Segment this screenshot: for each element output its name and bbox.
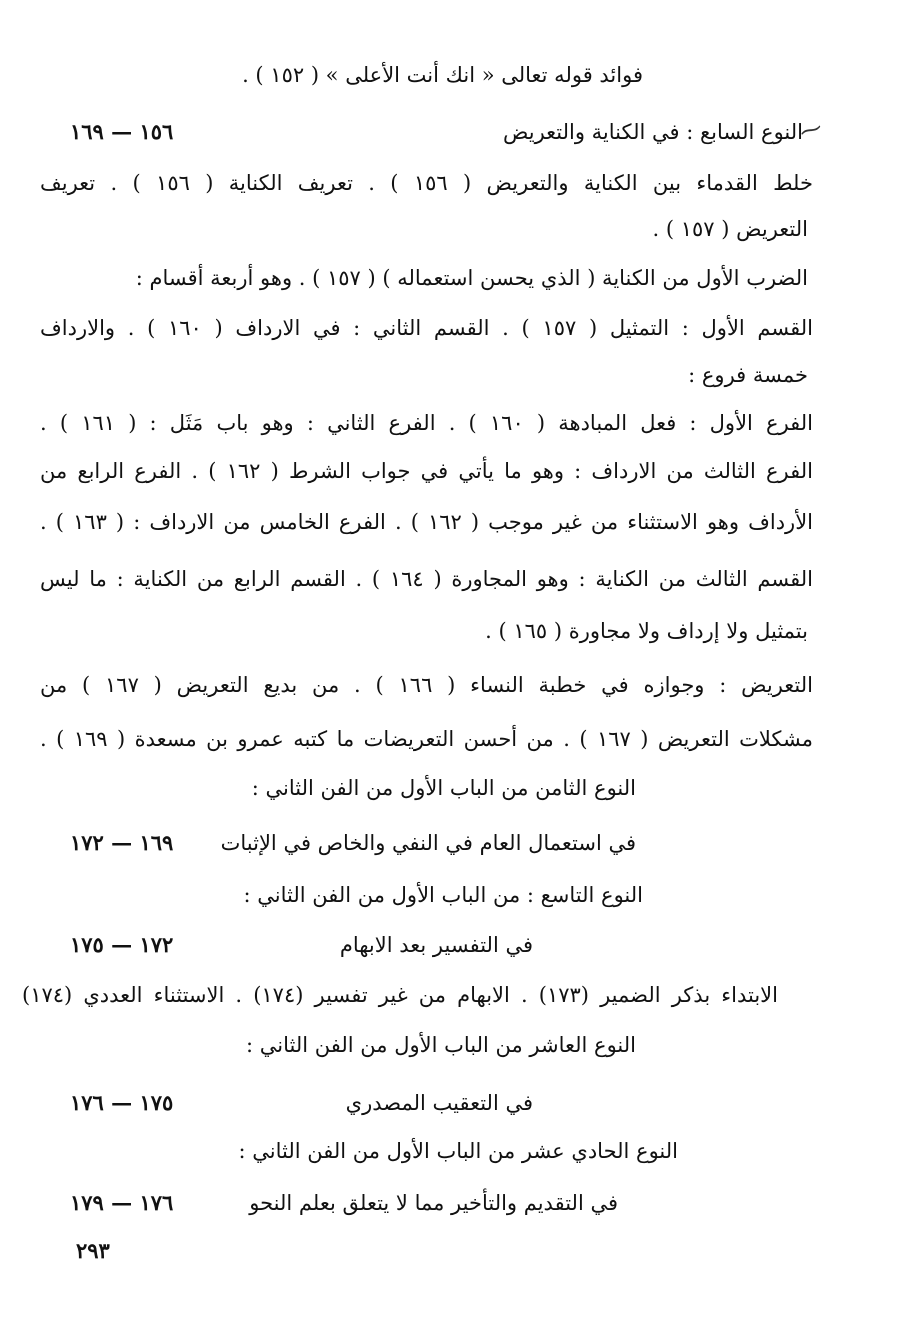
text-line: الأرداف وهو الاستثناء من غير موجب ( ١٦٢ ) . الفرع الخامس من الارداف : ( ١٦٣ ) . (40, 510, 814, 534)
page-range: ١٥٦ — ١٦٩ (70, 119, 174, 144)
section-subtitle: في التعقيب المصدري (345, 1091, 533, 1115)
section-heading: النوع الحادي عشر من الباب الأول من الفن الثاني : (238, 1139, 678, 1163)
text-line: خلط القدماء بين الكناية والتعريض ( ١٥٦ ) . تعريف الكناية ( ١٥٦ ) . تعريف (40, 171, 813, 195)
page-number: ٢٩٣ (76, 1238, 110, 1263)
page-range: ١٧٢ — ١٧٥ (70, 932, 174, 957)
text-line: التعريض ( ١٥٧ ) . (652, 217, 808, 241)
page-range: ١٦٩ — ١٧٢ (70, 830, 174, 855)
section-subtitle: في استعمال العام في النفي والخاص في الإثبات (220, 831, 636, 855)
section-heading: النوع السابع : في الكناية والتعريض (503, 120, 803, 144)
text-line: فوائد قوله تعالى « انك أنت الأعلى » ( ١٥٢ ) . (242, 63, 643, 87)
page-range: ١٧٥ — ١٧٦ (70, 1090, 174, 1115)
section-heading: النوع الثامن من الباب الأول من الفن الثاني : (251, 776, 636, 800)
text-line: القسم الثالث من الكناية : وهو المجاورة ( ١٦٤ ) . القسم الرابع من الكناية : ما ليس (40, 567, 813, 591)
section-heading: النوع التاسع : من الباب الأول من الفن الثاني : (243, 883, 643, 907)
page-range: ١٧٦ — ١٧٩ (70, 1190, 174, 1215)
text-line: الضرب الأول من الكناية ( الذي يحسن استعماله ) ( ١٥٧ ) . وهو أربعة أقسام : (135, 266, 808, 290)
section-subtitle: في التفسير بعد الابهام (339, 933, 533, 957)
text-line: الابتداء بذكر الضمير (١٧٣) . الابهام من غير تفسير (١٧٤) . الاستثناء العددي (١٧٤) (22, 983, 778, 1007)
text-line: الفرع الثالث من الارداف : وهو ما يأتي في جواب الشرط ( ١٦٢ ) . الفرع الرابع من (40, 459, 813, 483)
text-line: القسم الأول : التمثيل ( ١٥٧ ) . القسم الثاني : في الارداف ( ١٦٠ ) . والارداف (40, 316, 814, 340)
text-line: خمسة فروع : (688, 363, 808, 387)
text-line: الفرع الأول : فعل المبادهة ( ١٦٠ ) . الفرع الثاني : وهو باب مَثَل : ( ١٦١ ) . (40, 411, 814, 435)
handwritten-mark: ⁓ (796, 115, 826, 146)
text-line: بتمثيل ولا إرداف ولا مجاورة ( ١٦٥ ) . (485, 619, 808, 643)
text-line: التعريض : وجوازه في خطبة النساء ( ١٦٦ ) . من بديع التعريض ( ١٦٧ ) من (40, 673, 813, 697)
section-subtitle: في التقديم والتأخير مما لا يتعلق بعلم النحو (249, 1191, 618, 1215)
section-heading: النوع العاشر من الباب الأول من الفن الثاني : (246, 1033, 636, 1057)
text-line: مشكلات التعريض ( ١٦٧ ) . من أحسن التعريضات ما كتبه عمرو بن مسعدة ( ١٦٩ ) . (40, 727, 813, 751)
